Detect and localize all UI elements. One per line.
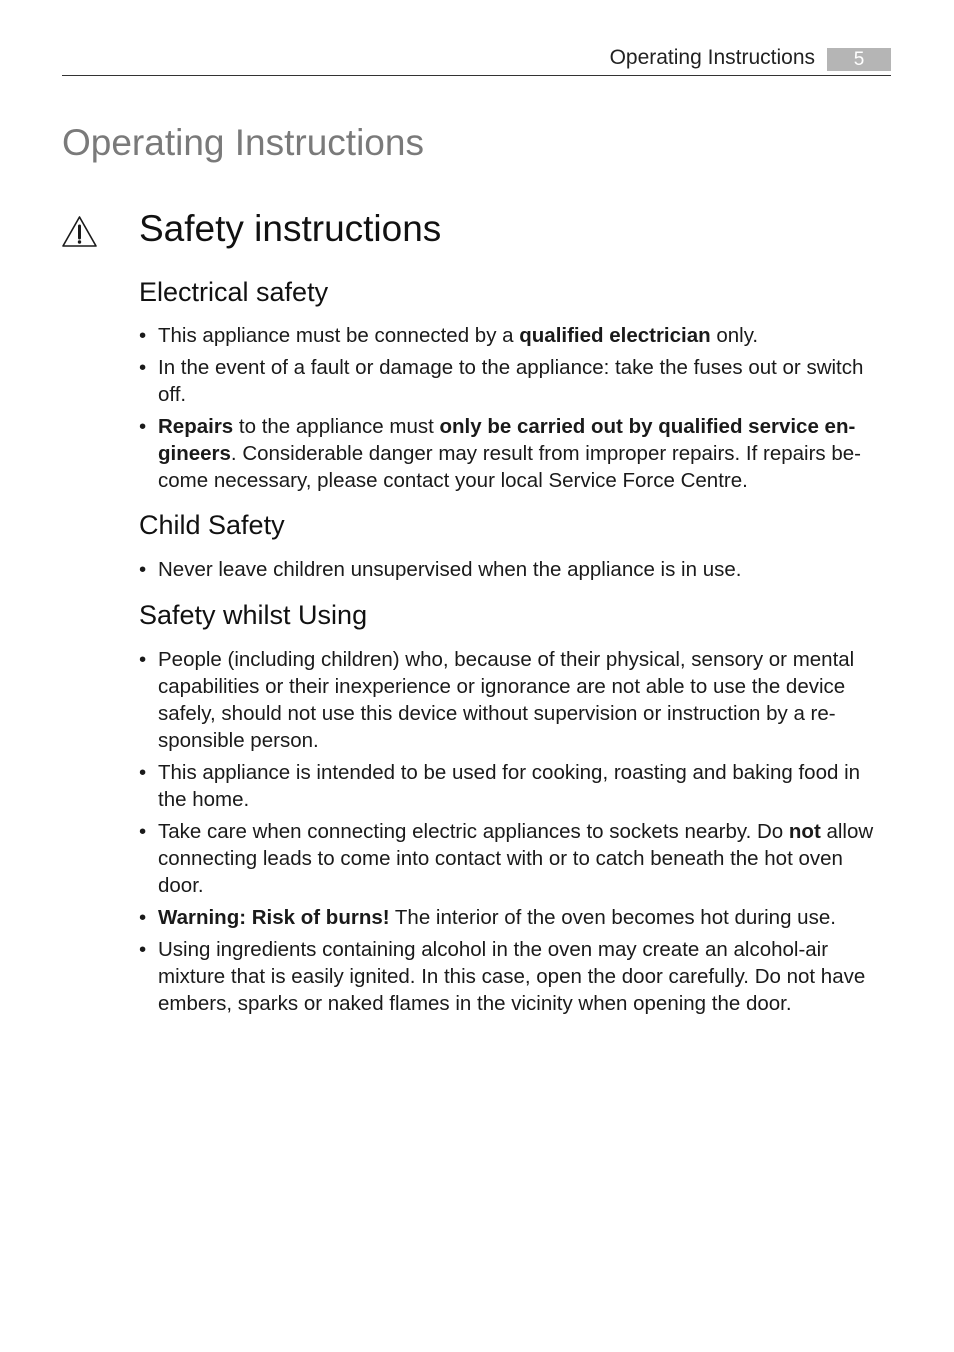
text-run: only. [710,324,759,347]
text-run: In the event of a fault or damage to the appliance: take the fuses out or switch off. [158,356,864,406]
running-title: Operating Instructions [609,46,815,69]
list-item [139,646,891,754]
bold-text: qualified electrician [519,324,711,347]
text-run: Never leave children unsupervised when the appliance is in use. [158,558,742,581]
bold-text: Warning: Risk of burns! [158,906,390,929]
child-safety-list [139,556,891,588]
electrical-safety-heading: Electrical safety [139,277,329,307]
list-item [139,556,891,583]
text-run: The interior of the oven becomes hot during use. [389,906,836,929]
text-run: Using ingredients containing alcohol in the oven may create an alcohol-air mixture that is easily ignited. In this case, open the door carefully. Do not have embers, sparks or naked flames in the vicinity when opening the door. [158,938,866,1015]
text-run: People (including children) who, because of their physical, sensory or mental capabilities or their inexperience or ignorance are not able to use the device safely, should not use this device without supervision or instruction by a re-sponsible person. [158,648,855,752]
list-item [139,904,891,931]
text-run: . Considerable danger may result from improper repairs. If repairs be-come necessary, please contact your local Service Force Centre. [158,442,861,492]
list-item [139,818,891,899]
child-safety-heading: Child Safety [139,510,285,540]
warning-triangle-icon [61,215,98,248]
text-run: This appliance is intended to be used for cooking, roasting and baking food in the home. [158,761,861,811]
text-run: allow connecting leads to come into contact with or to catch beneath the hot oven door. [158,820,874,897]
section-title: Safety instructions [139,208,442,249]
list-item [139,413,891,494]
safety-whilst-using-heading: Safety whilst Using [139,600,368,630]
text-run: Take care when connecting electric appliances to sockets nearby. Do [158,820,789,843]
list-item [139,936,891,1017]
list-item [139,322,891,349]
chapter-title: Operating Instructions [62,122,424,163]
bold-text: not [788,820,821,843]
safety-whilst-using-list [139,646,891,1022]
list-item [139,354,891,408]
bold-text: only be carried out by qualified service en-gineers [158,415,856,465]
list-item [139,759,891,813]
page-number: 5 [827,48,891,71]
running-header [62,44,891,76]
bold-text: Repairs [158,415,234,438]
electrical-safety-list [139,322,891,499]
text-run: This appliance must be connected by a [158,324,520,347]
text-run: to the appliance must [233,415,440,438]
